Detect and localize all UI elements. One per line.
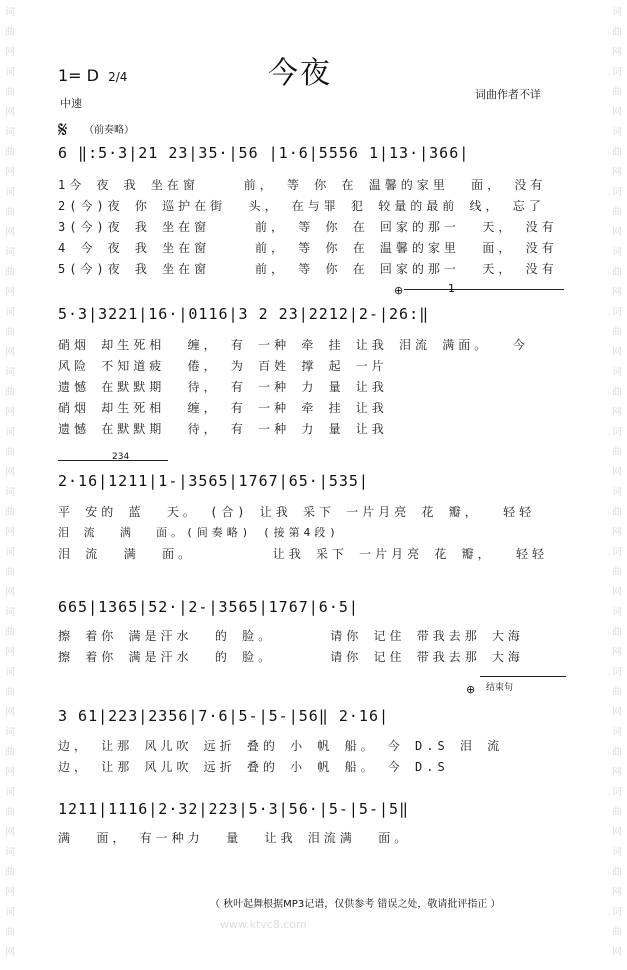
system-3-notes: 2·16|1211|1-|3565|1767|65·|535|: [58, 472, 369, 490]
watermark-char: 网: [5, 47, 15, 58]
system-1-lyric-1: 1今 夜 我 坐在窗 前， 等 你 在 温馨的家里 面， 没有: [58, 178, 547, 192]
footer-note: （ 秋叶起舞根据MP3记谱，仅供参考 错误之处，敬请批评指正 ）: [210, 899, 501, 910]
watermark-char: 网: [5, 407, 15, 418]
watermark-char: 词: [612, 607, 622, 618]
watermark-char: 曲: [612, 747, 622, 758]
watermark-char: 曲: [5, 627, 15, 638]
watermark-char: 词: [5, 607, 15, 618]
watermark-char: 网: [5, 587, 15, 598]
ending-label: 结束句: [486, 683, 514, 693]
watermark-char: 词: [5, 487, 15, 498]
watermark-char: 网: [612, 587, 622, 598]
watermark-char: 网: [5, 887, 15, 898]
watermark-char: 词: [612, 427, 622, 438]
watermark-char: 网: [612, 347, 622, 358]
system-2-lyric-3: 遗憾 在默默期 待， 有 一种 力 量 让我: [58, 380, 388, 394]
watermark-char: 网: [612, 887, 622, 898]
watermark-char: 曲: [5, 87, 15, 98]
coda-icon: ⊕: [394, 284, 404, 297]
system-1-lyric-2: 2(今)夜 你 巡护在街 头， 在与罪 犯 较量的最前 线， 忘了: [58, 199, 545, 213]
watermark-char: 词: [612, 67, 622, 78]
tempo-marking: 中速: [60, 97, 82, 110]
volta-line-1: [404, 289, 564, 290]
watermark-char: 曲: [5, 867, 15, 878]
watermark-char: 词: [5, 847, 15, 858]
watermark-char: 网: [5, 647, 15, 658]
watermark-char: 网: [612, 287, 622, 298]
watermark-char: 曲: [612, 687, 622, 698]
watermark-char: 曲: [612, 567, 622, 578]
system-2-lyric-1: 硝烟 却生死相 缠， 有 一种 牵 挂 让我 泪流 满面。 今: [58, 338, 529, 352]
watermark-char: 词: [612, 547, 622, 558]
watermark-char: 词: [5, 667, 15, 678]
watermark-char: 网: [5, 707, 15, 718]
watermark-char: 网: [5, 347, 15, 358]
watermark-char: 曲: [612, 27, 622, 38]
watermark-char: 网: [612, 647, 622, 658]
watermark-char: 曲: [5, 207, 15, 218]
watermark-char: 曲: [5, 747, 15, 758]
watermark-char: 词: [5, 127, 15, 138]
watermark-char: 曲: [5, 567, 15, 578]
watermark-char: 曲: [5, 147, 15, 158]
watermark-char: 词: [612, 907, 622, 918]
watermark-char: 词: [612, 667, 622, 678]
watermark-char: 词: [612, 487, 622, 498]
system-1-notes: 6 ‖:5·3|21 23|35·|56 |1·6|5556 1|13·|366|: [58, 144, 470, 162]
watermark-char: 词: [5, 907, 15, 918]
watermark-char: 词: [5, 67, 15, 78]
system-3-lyric-1: 平 安的 蓝 天。 (合) 让我 采下 一片月亮 花 瓣， 轻轻: [58, 505, 536, 519]
footer-watermark: www.ktvc8.com: [220, 918, 307, 931]
watermark-char: 词: [612, 7, 622, 18]
ending-line: [480, 676, 566, 677]
watermark-char: 曲: [5, 267, 15, 278]
watermark-char: 词: [5, 547, 15, 558]
system-3-lyric-2: 泪 流 满 面。(间奏略) (接第4段): [58, 526, 340, 539]
watermark-char: 曲: [612, 927, 622, 938]
watermark-char: 曲: [5, 27, 15, 38]
watermark-char: 曲: [5, 687, 15, 698]
system-2-lyric-4: 硝烟 却生死相 缠， 有 一种 牵 挂 让我: [58, 401, 388, 415]
system-4-lyric-1: 擦 着你 满是汗水 的 脸。 请你 记住 带我去那 大海: [58, 629, 524, 643]
system-5-lyric-1: 边， 让那 风儿吹 远折 叠的 小 帆 船。 今 D.S 泪 流: [58, 739, 504, 753]
key-signature: [58, 66, 127, 85]
watermark-char: 词: [612, 187, 622, 198]
system-1-lyric-3: 3(今)夜 我 坐在窗 前， 等 你 在 回家的那一 天， 没有: [58, 220, 558, 234]
watermark-char: 网: [5, 107, 15, 118]
watermark-char: 曲: [5, 927, 15, 938]
system-5-notes: 3 61|223|2356|7·6|5-|5-|56‖ 2·16|: [58, 707, 390, 725]
watermark-char: 词: [5, 787, 15, 798]
watermark-char: 曲: [612, 147, 622, 158]
watermark-char: 网: [612, 107, 622, 118]
watermark-char: 网: [5, 467, 15, 478]
watermark-char: 词: [5, 187, 15, 198]
watermark-char: 曲: [612, 867, 622, 878]
system-1-lyric-5: 5(今)夜 我 坐在窗 前， 等 你 在 回家的那一 天， 没有: [58, 262, 558, 276]
watermark-char: 词: [612, 307, 622, 318]
watermark-char: 网: [612, 407, 622, 418]
watermark-left: [0, 0, 20, 970]
credit-line: 词曲作者不详: [475, 88, 541, 101]
system-5-lyric-2: 边， 让那 风儿吹 远折 叠的 小 帆 船。 今 D.S: [58, 760, 449, 774]
system-2-lyric-5: 遗憾 在默默期 待， 有 一种 力 量 让我: [58, 422, 388, 436]
system-3-lyric-3: 泪 流 满 面。 让我 采下 一片月亮 花 瓣， 轻轻: [58, 547, 549, 561]
system-2-notes: 5·3|3221|16·|0116|3 2 23|2212|2-|26:‖: [58, 305, 430, 323]
system-6-lyric-1: 满 面， 有一种力 量 让我 泪流满 面。: [58, 831, 411, 845]
watermark-char: 曲: [5, 447, 15, 458]
watermark-char: 网: [612, 707, 622, 718]
watermark-char: 网: [612, 527, 622, 538]
watermark-char: 词: [5, 7, 15, 18]
system-4-notes: 665|1365|52·|2-|3565|1767|6·5|: [58, 598, 359, 616]
watermark-char: 网: [612, 947, 622, 958]
watermark-char: 词: [612, 127, 622, 138]
watermark-char: 曲: [612, 447, 622, 458]
watermark-char: 曲: [612, 627, 622, 638]
watermark-char: 词: [612, 727, 622, 738]
watermark-char: 网: [612, 767, 622, 778]
segno-icon: 𝄋: [58, 118, 68, 143]
watermark-char: 词: [612, 787, 622, 798]
watermark-char: 曲: [612, 507, 622, 518]
watermark-char: 网: [5, 227, 15, 238]
watermark-char: 网: [5, 947, 15, 958]
watermark-char: 词: [612, 847, 622, 858]
watermark-char: 曲: [612, 87, 622, 98]
watermark-char: 曲: [5, 387, 15, 398]
watermark-char: 曲: [612, 387, 622, 398]
watermark-char: 网: [5, 767, 15, 778]
watermark-char: 网: [612, 47, 622, 58]
watermark-char: 曲: [5, 507, 15, 518]
system-4-lyric-2: 擦 着你 满是汗水 的 脸。 请你 记住 带我去那 大海: [58, 650, 524, 664]
watermark-char: 网: [5, 287, 15, 298]
watermark-char: 曲: [5, 327, 15, 338]
volta-234-label: 234: [112, 452, 130, 462]
watermark-char: 词: [5, 307, 15, 318]
watermark-char: 词: [5, 247, 15, 258]
system-6-notes: 1211|1116|2·32|223|5·3|56·|5-|5-|5‖: [58, 800, 410, 818]
watermark-char: 网: [5, 527, 15, 538]
meter: 2/4: [108, 70, 128, 84]
watermark-right: [607, 0, 627, 970]
system-1-lyric-4: 4 今 夜 我 坐在窗 前， 等 你 在 温馨的家里 面， 没有: [58, 241, 558, 255]
watermark-char: 词: [5, 727, 15, 738]
song-title: 今夜: [268, 56, 332, 91]
watermark-char: 网: [612, 467, 622, 478]
volta-1-label: 1: [448, 282, 455, 295]
watermark-char: 曲: [612, 207, 622, 218]
watermark-char: 网: [5, 827, 15, 838]
watermark-char: 曲: [5, 807, 15, 818]
watermark-char: 词: [5, 427, 15, 438]
watermark-char: 网: [612, 827, 622, 838]
watermark-char: 曲: [612, 807, 622, 818]
watermark-char: 网: [612, 227, 622, 238]
intro-note: （前奏略）: [84, 125, 134, 136]
system-2-lyric-2: 风险 不知道疲 倦， 为 百姓 撑 起 一片: [58, 359, 388, 373]
watermark-char: 词: [612, 367, 622, 378]
key-label: 1= D: [58, 66, 99, 85]
watermark-char: 网: [612, 167, 622, 178]
watermark-char: 曲: [612, 267, 622, 278]
watermark-char: 词: [5, 367, 15, 378]
watermark-char: 词: [612, 247, 622, 258]
watermark-char: 网: [5, 167, 15, 178]
watermark-char: 曲: [612, 327, 622, 338]
coda-icon-2: ⊕: [466, 683, 476, 696]
